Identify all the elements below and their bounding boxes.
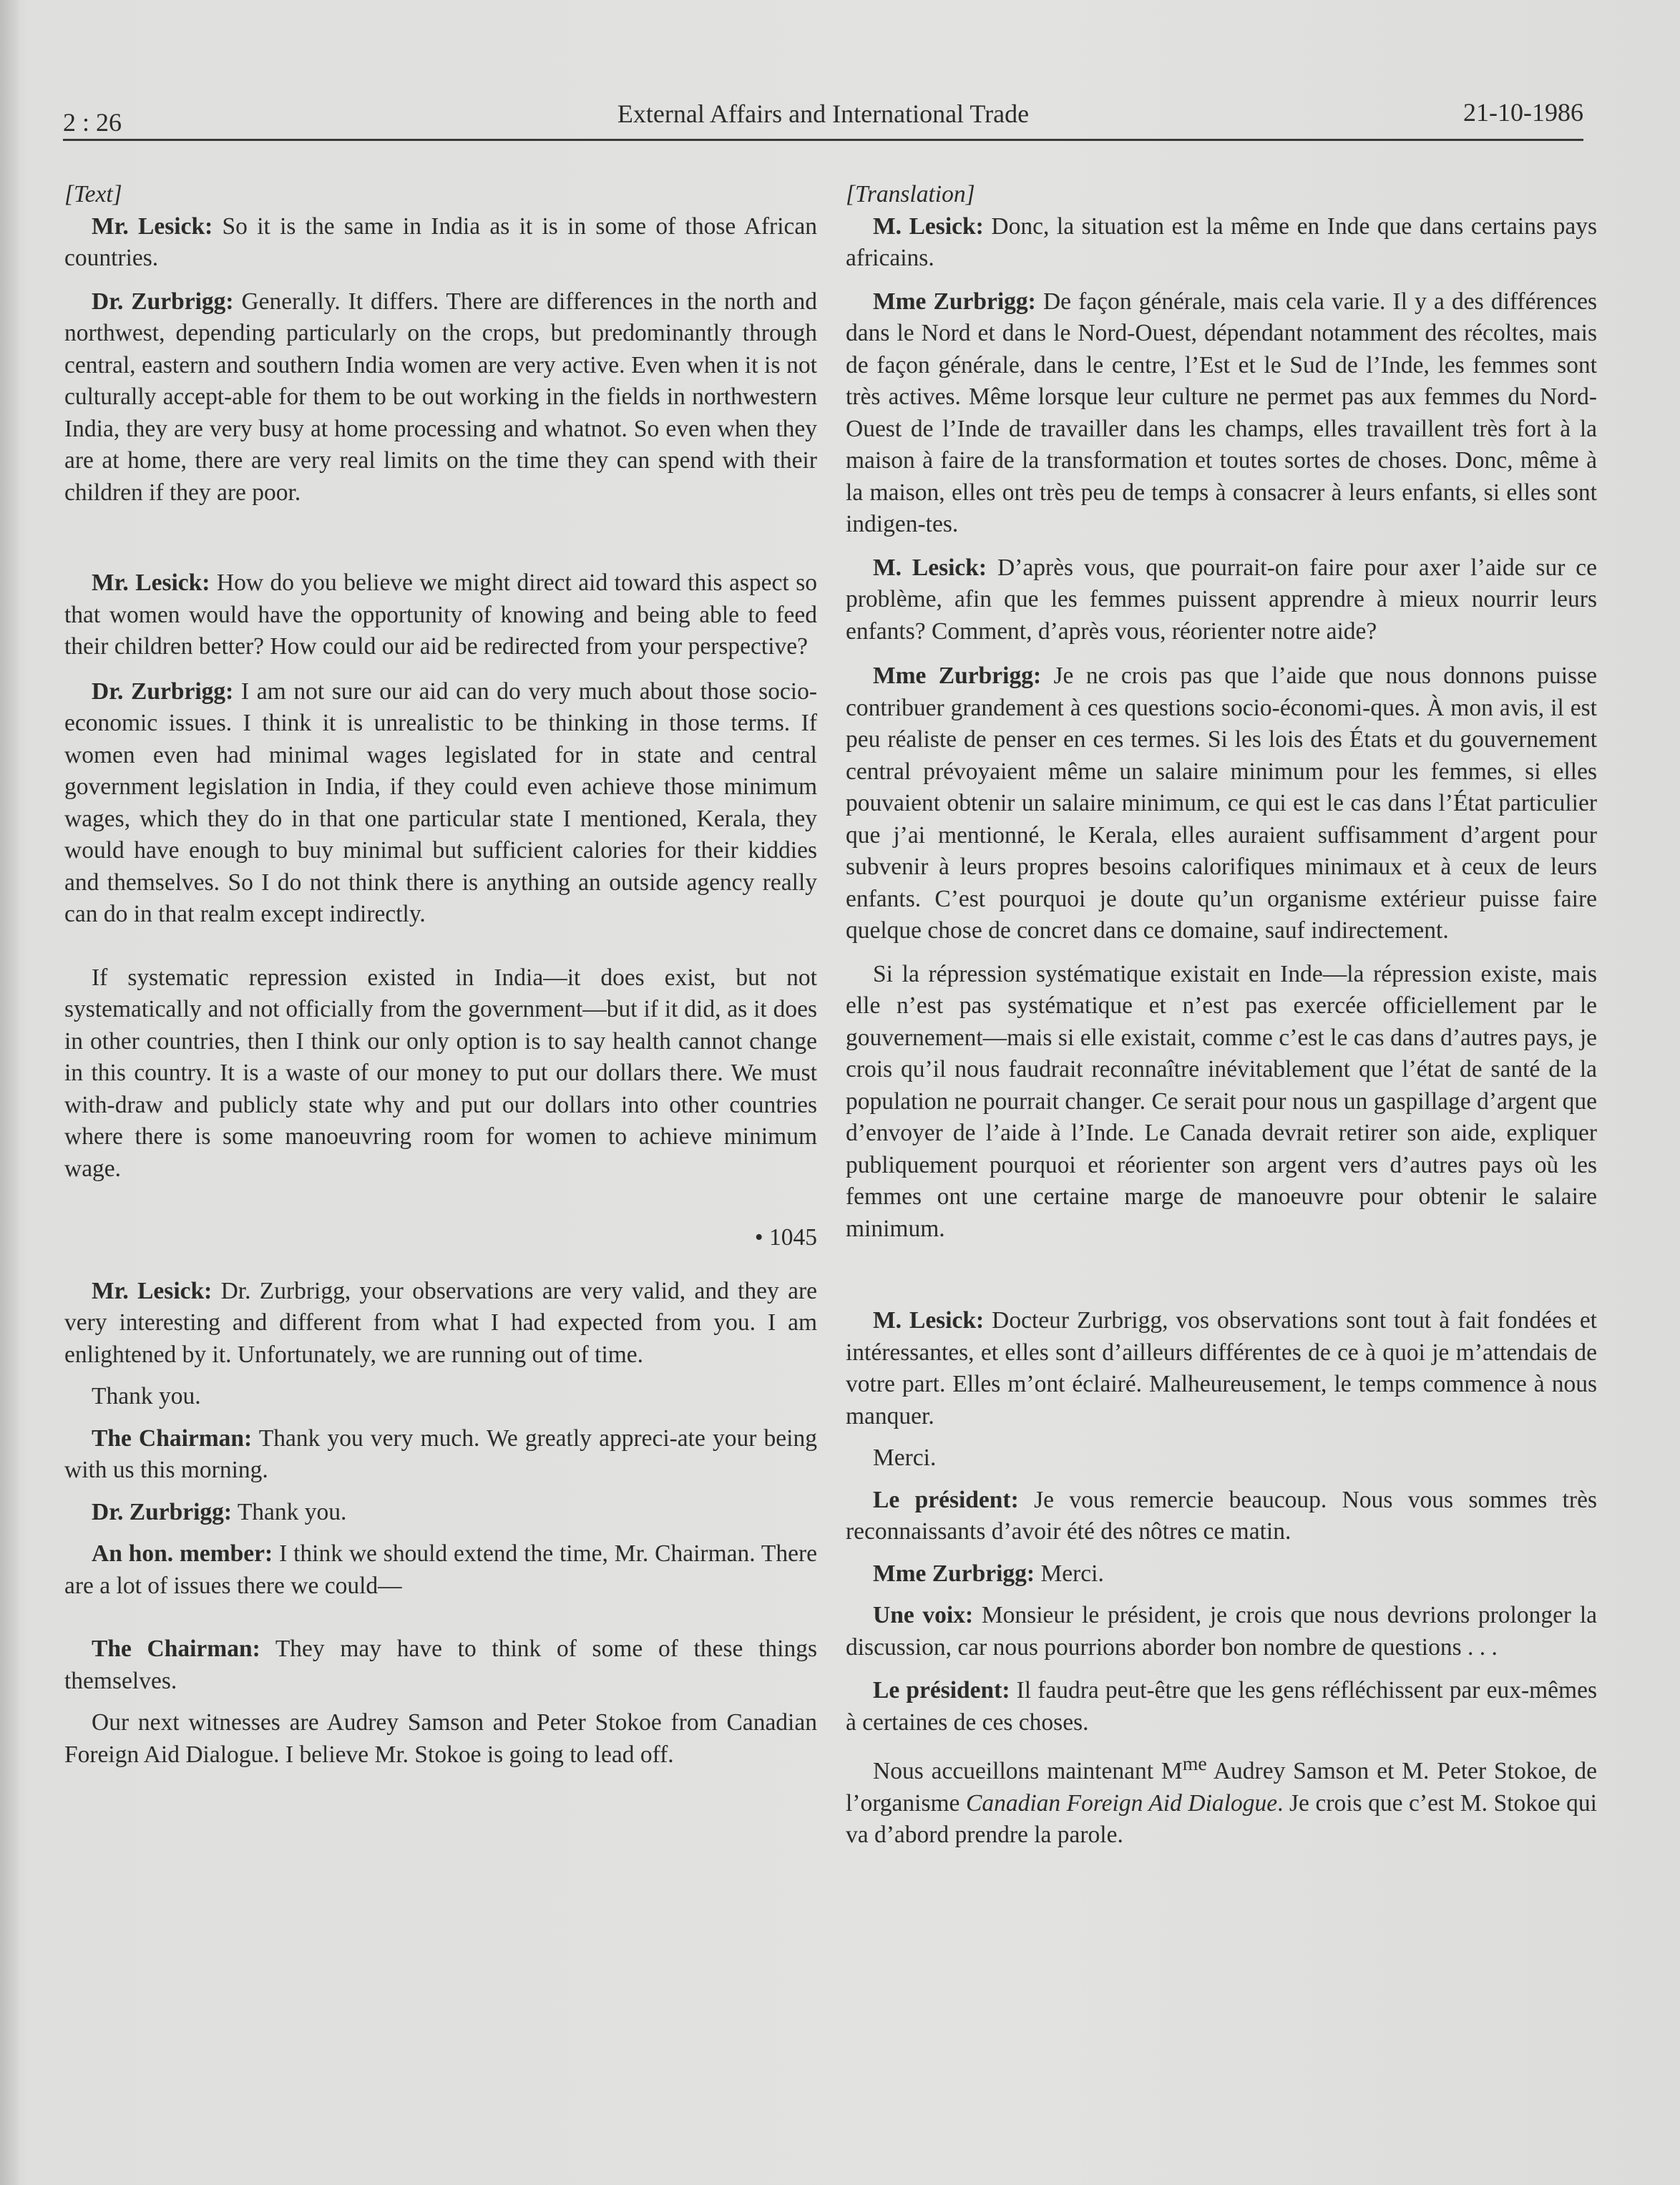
speaker: M. Lesick: xyxy=(873,554,987,581)
speaker: Mr. Lesick: xyxy=(92,1277,213,1304)
time-marker: • 1045 xyxy=(754,1224,817,1251)
paragraph: Mme Zurbrigg: Merci. xyxy=(873,1560,1104,1587)
speaker: Mr. Lesick: xyxy=(92,212,213,240)
paragraph: Mme Zurbrigg: Je ne crois pas que l’aide que nous donnons puisse contribuer grandement à ces questions socio-économi-ques. À mon avis, il est peu réaliste de penser en ces termes. Si les lois des États et du gouvernement central prévoyaient même un salaire minimum pour les femmes, si elles pouvaient obtenir un salaire minimum, ce qui est le cas dans l’État particulier que j’ai mentionné, le Kerala, elles auraient suffisamment d’argent pour subvenir à leurs propres besoins calorifiques minimaux et à ceux de leurs enfants. C’est pourquoi je doute qu’un organisme extérieur puisse faire quelque chose de concret dans ce domaine, sauf indirectement. xyxy=(846,663,1597,944)
speaker: Le président: xyxy=(873,1677,1010,1703)
english-column xyxy=(64,179,817,1771)
paragraph: Our next witnesses are Audrey Samson and Peter Stokoe from Canadian Foreign Aid Dialogue. I believe Mr. Stokoe is going to lead off. xyxy=(64,1709,817,1768)
paragraph: An hon. member: I think we should extend the time, Mr. Chairman. There are a lot of issues there we could— xyxy=(64,1540,818,1599)
speaker: Mme Zurbrigg: xyxy=(873,663,1042,689)
paragraph: Merci. xyxy=(873,1445,937,1471)
paragraph: Le président: Il faudra peut-être que les gens réfléchissent par eux-mêmes à certaines de ces choses. xyxy=(846,1677,1597,1736)
paragraph: M. Lesick: D’après vous, que pourrait-on faire pour axer l’aide sur ce problème, afin que les femmes puissent apprendre à mieux nourrir leurs enfants? Comment, d’après vous, réorienter notre aide? xyxy=(846,554,1597,645)
paragraph: Si la répression systématique existait en Inde—la répression existe, mais elle n’est pas systématique et n’est pas exercée officiellement par le gouvernement—mais si elle existait, comme c’est le cas dans d’autres pays, je crois qu’il nous faudrait reconnaître inévitablement que l’état de santé de la population ne pourrait changer. Ce serait pour nous un gaspillage d’argent que d’envoyer de l’aide à l’Inde. Le Canada devrait retirer son aide, expliquer publiquement pourquoi et réorienter son argent vers d’autres pays où les femmes ont une certaine marge de manoeuvre pour obtenir le salaire minimum. xyxy=(846,960,1597,1242)
paragraph: If systematic repression existed in India—it does exist, but not systematically and not officially from the government—but if it did, as it does in other countries, then I think our only option is to say health cannot change in this country. It is a waste of our money to put our dollars there. We must with-draw and publicly state why and put our dollars into other countries where there is some manoeuvring room for women to achieve minimum wage. xyxy=(64,964,817,1182)
speaker: The Chairman: xyxy=(92,1424,253,1452)
paragraph: Mr. Lesick: Dr. Zurbrigg, your observations are very valid, and they are very interesting and different from what I had expected from you. I am enlightened by it. Unfortunately, we are running out of time. xyxy=(64,1277,817,1368)
paragraph: Dr. Zurbrigg: I am not sure our aid can do very much about those socio-economic issues. I think it is unrealistic to be thinking in those terms. If women even had minimal wages legislated for in state and central government legislation in India, if they could even achieve those minimum wages, which they do in that one particular state I mentioned, Kerala, they would have enough to buy minimal but sufficient calories for their kiddies and themselves. So I do not think there is anything an outside agency really can do in that realm except indirectly. xyxy=(64,678,818,927)
paragraph: Mme Zurbrigg: De façon générale, mais cela varie. Il y a des différences dans le Nord et dans le Nord-Ouest, dépendant notamment des récoltes, mais de façon générale, dans le centre, l’Est et le Sud de l’Inde, les femmes sont très actives. Même lorsque leur culture ne permet pas aux femmes du Nord-Ouest de l’Inde de travailler dans les champs, elles travaillent très fort à la maison à faire de la transformation et toutes sortes de choses. Donc, même à la maison, elles ont très peu de temps à consacrer à leurs enfants, si elles sont indigen-tes. xyxy=(846,288,1598,537)
organization-name: Canadian Foreign Aid Dialogue xyxy=(965,1789,1278,1817)
paragraph: Thank you. xyxy=(92,1383,201,1409)
header-title: External Affairs and International Trade xyxy=(617,99,1030,128)
paragraph: Mr. Lesick: How do you believe we might direct aid toward this aspect so that women would have the opportunity of knowing and being able to feed their children better? How could our aid be redirected from your perspective? xyxy=(64,570,817,660)
speaker: An hon. member: xyxy=(92,1540,273,1567)
speaker: Une voix: xyxy=(873,1602,974,1628)
paragraph: Dr. Zurbrigg: Generally. It differs. There are differences in the north and northwest, depending particularly on the crops, but predominantly through central, eastern and southern India women are very active. Even when it is not culturally accept-able for them to be out working in the fields in northwestern India, they are very busy at home processing and whatnot. So even when they are at home, there are very real limits on the time they can spend with their children if they are poor. xyxy=(64,288,818,506)
paragraph: Le président: Je vous remercie beaucoup. Nous vous sommes très reconnaissants d’avoir été des nôtres ce matin. xyxy=(846,1486,1597,1545)
speaker: M. Lesick: xyxy=(873,212,984,240)
speaker: Dr. Zurbrigg: xyxy=(92,1498,233,1525)
french-column xyxy=(846,179,1597,1852)
speaker: Le président: xyxy=(873,1486,1019,1513)
page-edge xyxy=(0,0,19,2185)
speaker: Dr. Zurbrigg: xyxy=(92,678,234,705)
paragraph: The Chairman: Thank you very much. We greatly appreci-ate your being with us this morning. xyxy=(64,1424,817,1483)
paragraph: Nous accueillons maintenant $M^{me}$ Audrey Samson et M. Peter Stokoe, de l’organisme Canadian Foreign Aid Dialogue. Je crois que c’est M. Stokoe qui va d’abord prendre la parole. xyxy=(846,1753,1597,1849)
page-number: 2 : 26 xyxy=(63,108,122,137)
paragraph: The Chairman: They may have to think of some of these things themselves. xyxy=(64,1636,817,1694)
speaker: Mme Zurbrigg: xyxy=(873,1560,1035,1587)
paragraph: Une voix: Monsieur le président, je crois que nous devrions prolonger la discussion, car nous pourrions aborder bon nombre de questions . . . xyxy=(846,1602,1598,1661)
running-header xyxy=(63,97,1583,141)
paragraph: Dr. Zurbrigg: Thank you. xyxy=(92,1498,347,1525)
paragraph: M. Lesick: Docteur Zurbrigg, vos observations sont tout à fait fondées et intéressantes, et elles sont d’ailleurs différentes de ce à quoi je m’attendais de votre part. Elles m’ont éclairé. Malheureusement, le temps commence à nous manquer. xyxy=(846,1307,1597,1429)
paragraph: Mr. Lesick: So it is the same in India as it is in some of those African countries. xyxy=(64,212,817,271)
speaker: M. Lesick: xyxy=(873,1307,985,1334)
header-date: 21-10-1986 xyxy=(1463,98,1583,127)
speaker: The Chairman: xyxy=(92,1636,260,1662)
column-label: [Translation] xyxy=(846,181,975,207)
speaker: Dr. Zurbrigg: xyxy=(92,288,234,315)
speaker: Mme Zurbrigg: xyxy=(873,288,1036,315)
speaker: Mr. Lesick: xyxy=(92,570,210,596)
paragraph: M. Lesick: Donc, la situation est la même en Inde que dans certains pays africains. xyxy=(846,212,1597,271)
column-label: [Text] xyxy=(64,181,122,207)
